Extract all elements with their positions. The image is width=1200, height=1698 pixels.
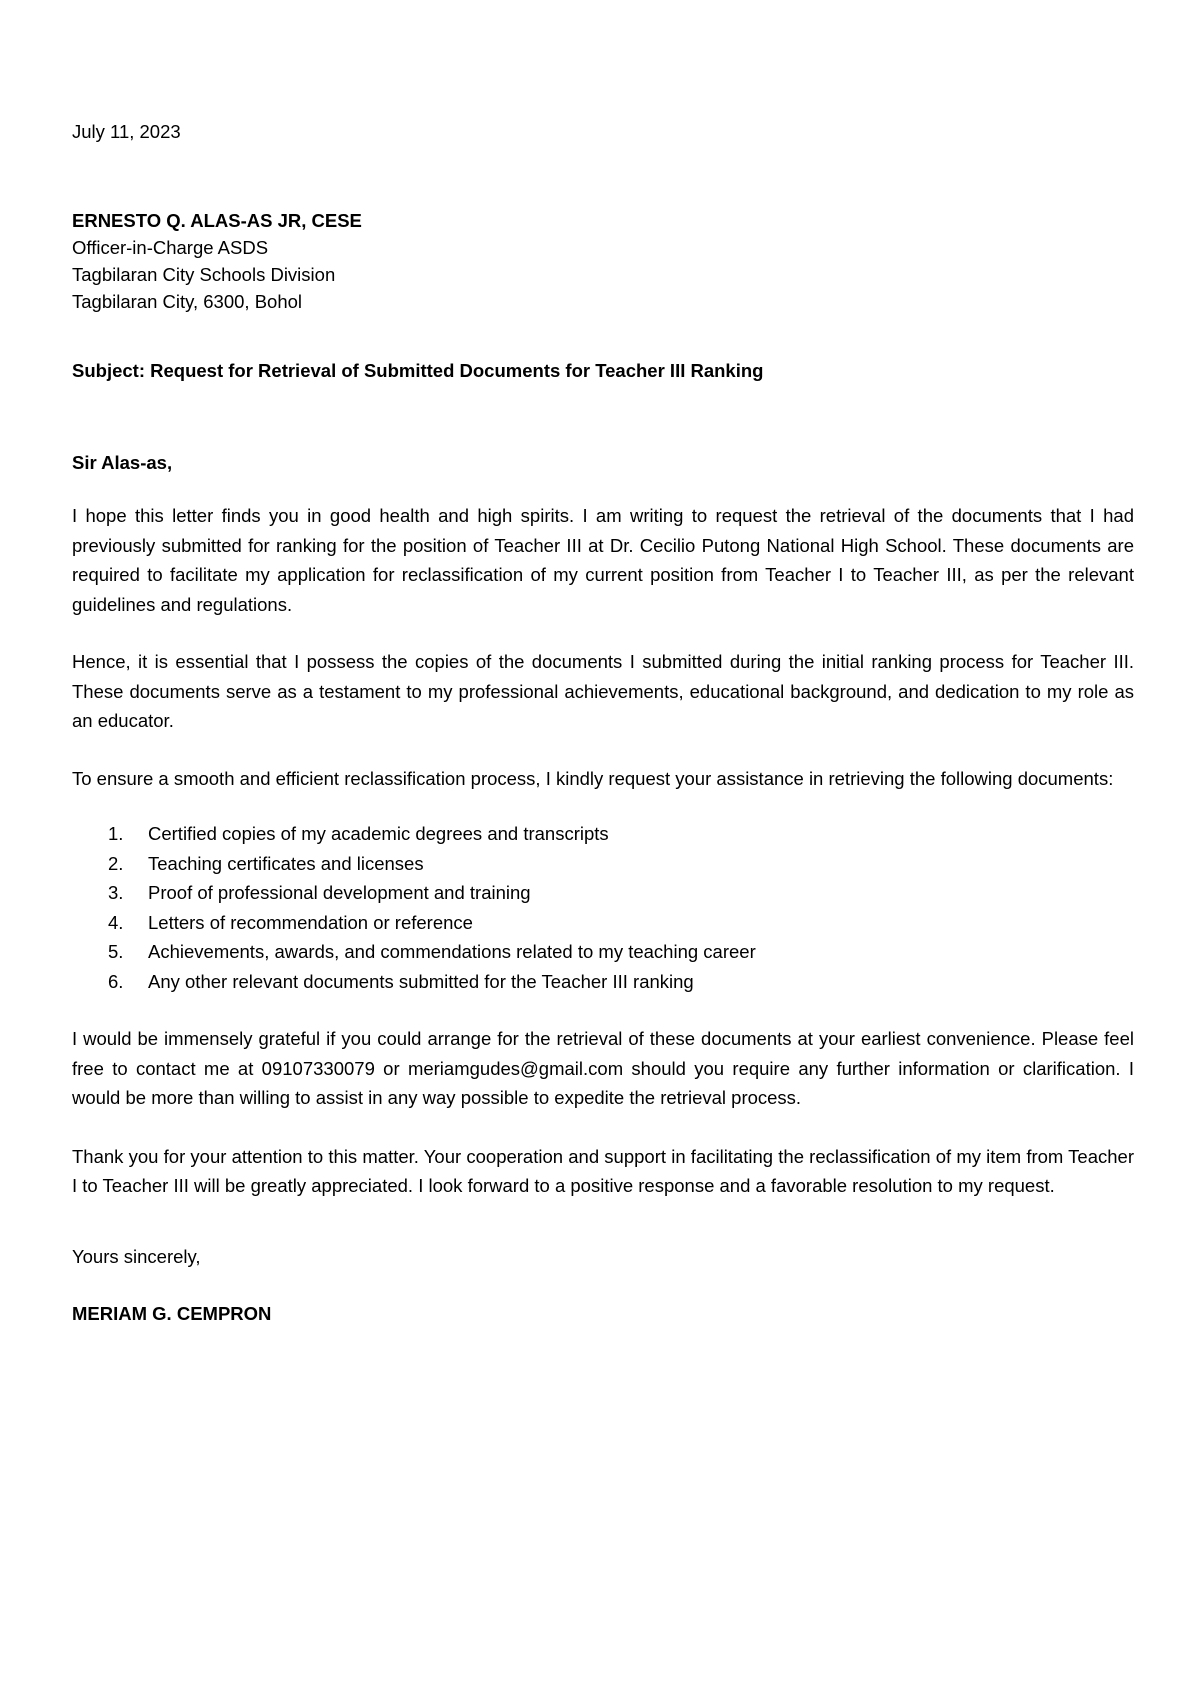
letter-salutation: Sir Alas-as, — [72, 452, 173, 473]
list-item — [72, 819, 1134, 849]
signatory-name: MERIAM G. CEMPRON — [72, 1302, 272, 1324]
letter-subject: Subject: Request for Retrieval of Submitted Documents for Teacher III Ranking — [72, 360, 764, 381]
recipient-name: ERNESTO Q. ALAS-AS JR, CESE — [72, 210, 362, 231]
list-item-number: 1. — [108, 823, 124, 844]
list-item-text: Teaching certificates and licenses — [148, 852, 424, 874]
recipient-block — [72, 207, 1134, 315]
recipient-address: Tagbilaran City, 6300, Bohol — [72, 291, 303, 312]
list-item-number: 3. — [108, 882, 124, 903]
list-item — [72, 849, 1134, 879]
list-item-number: 5. — [108, 941, 124, 962]
body-paragraph: Hence, it is essential that I possess the copies of the documents I submitted during the initial ranking process for Teacher III. These documents serve as a testament to my professional achievements, educational background, and dedication to my role as an educator. — [72, 651, 1134, 731]
recipient-title: Officer-in-Charge ASDS — [72, 237, 269, 258]
document-list — [72, 819, 1134, 996]
letter-closing: Yours sincerely, — [72, 1245, 201, 1267]
list-item-text: Any other relevant documents submitted for the Teacher III ranking — [148, 970, 694, 992]
body-paragraph: To ensure a smooth and efficient reclassification process, I kindly request your assistance in retrieving the following documents: — [72, 767, 1114, 789]
list-item-number: 2. — [108, 852, 124, 874]
list-item-text: Letters of recommendation or reference — [148, 911, 473, 933]
recipient-office: Tagbilaran City Schools Division — [72, 264, 336, 285]
letter-page — [72, 118, 1134, 1327]
list-item — [72, 967, 1134, 997]
list-item-number: 4. — [108, 911, 124, 933]
body-paragraph: Thank you for your attention to this matter. Your cooperation and support in facilitating the reclassification of my item from Teacher I to Teacher III will be greatly appreciated. I look forward to a positive response and a favorable resolution to my request. — [72, 1145, 1134, 1196]
list-item-text: Certified copies of my academic degrees and transcripts — [148, 823, 609, 844]
body-paragraph: I would be immensely grateful if you could arrange for the retrieval of these documents at your earliest convenience. Please feel free to contact me at 09107330079 or meriamgudes@gmail.com should you require any further information or clarification. I would be more than willing to assist in any way possible to expedite the retrieval process. — [72, 1028, 1134, 1108]
list-item-text: Proof of professional development and training — [148, 882, 531, 903]
list-item-text: Achievements, awards, and commendations related to my teaching career — [148, 941, 756, 962]
letter-date: July 11, 2023 — [72, 121, 181, 142]
body-paragraph: I hope this letter finds you in good health and high spirits. I am writing to request the retrieval of the documents that I had previously submitted for ranking for the position of Teacher III at Dr. Cecilio Putong National High School. These documents are required to facilitate my application for reclassification of my current position from Teacher I to Teacher III, as per the relevant guidelines and regulations. — [72, 505, 1134, 615]
list-item-number: 6. — [108, 970, 124, 992]
list-item — [72, 878, 1134, 908]
list-item — [72, 908, 1134, 938]
list-item — [72, 937, 1134, 967]
